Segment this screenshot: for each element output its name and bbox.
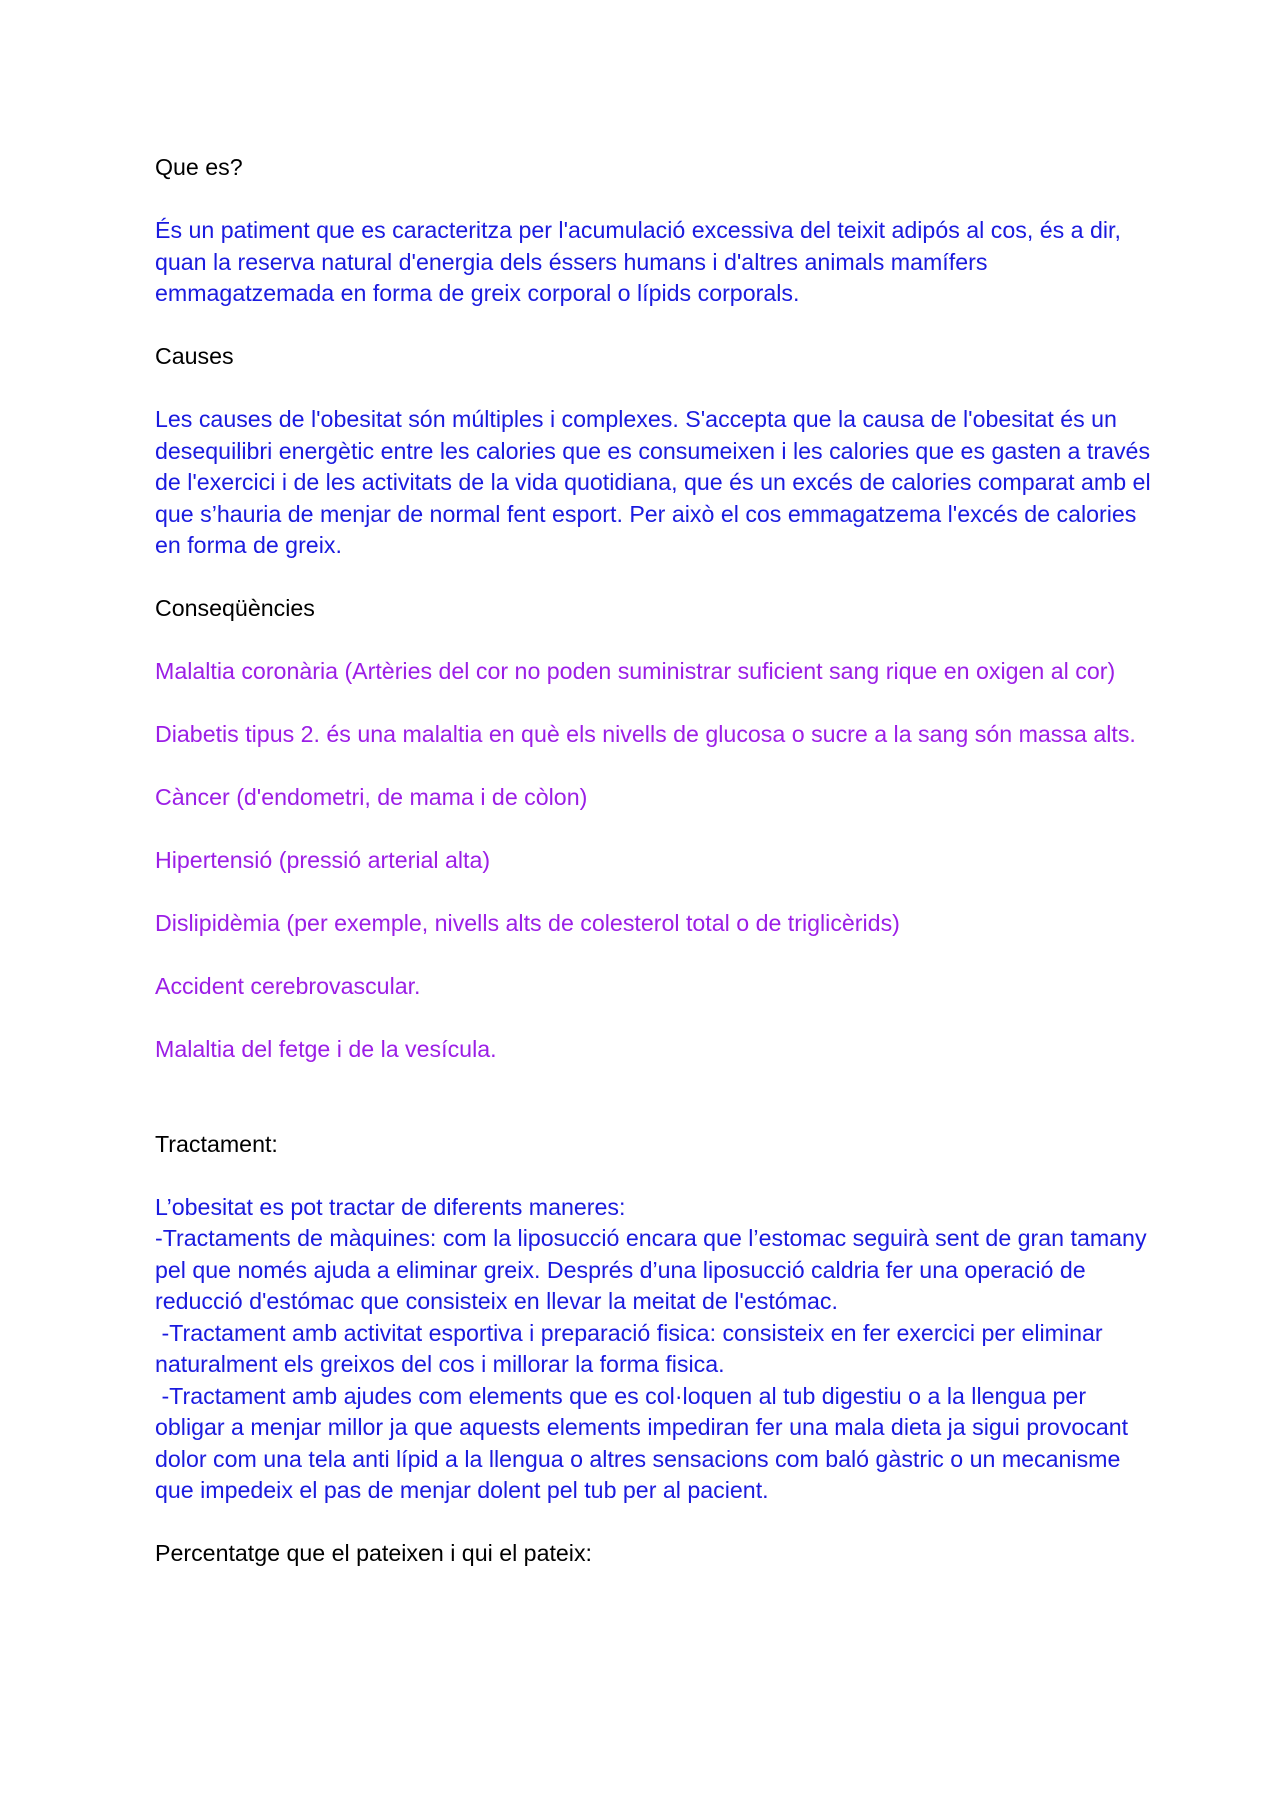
- tractament-intro: L’obesitat es pot tractar de diferents maneres:: [155, 1193, 626, 1220]
- tractament-item-maquines: -Tractaments de màquines: com la liposucció encara que l’estomac seguirà sent de gran tamany pel que només ajuda a eliminar greix. Després d’una liposucció caldria fer una operació de reducció d'estómac que consisteix en llevar la meitat de l'estómac.: [155, 1225, 1154, 1314]
- consequence-item: Malaltia del fetge i de la vesícula.: [155, 1036, 497, 1062]
- consequence-item: Càncer (d'endometri, de mama i de còlon): [155, 784, 588, 810]
- consequence-item: Malaltia coronària (Artèries del cor no poden suministrar suficient sang rique en oxigen al cor): [155, 658, 1116, 684]
- document-body: [155, 152, 1158, 1570]
- paragraph-causes: Les causes de l'obesitat són múltiples i complexes. S'accepta que la causa de l'obesitat és un desequilibri energètic entre les calories que es consumeixen i les calories que es gasten a través de l'exercici i de les activitats de la vida quotidiana, que és un excés de calories comparat amb el que s’hauria de menjar de normal fent esport. Per això el cos emmagatzema l'excés de calories en forma de greix.: [155, 406, 1158, 558]
- paragraph-que-es: És un patiment que es caracteritza per l'acumulació excessiva del teixit adipós al cos, és a dir, quan la reserva natural d'energia dels éssers humans i d'altres animals mamífers emmagatzemada en forma de greix corporal o lípids corporals.: [155, 217, 1128, 306]
- consequence-item: Hipertensió (pressió arterial alta): [155, 847, 491, 873]
- heading-consequencies: Conseqüències: [155, 595, 315, 621]
- heading-que-es: Que es?: [155, 154, 243, 180]
- tractament-item-esportiva: -Tractament amb activitat esportiva i preparació fisica: consisteix en fer exercici per eliminar naturalment els greixos del cos i millorar la forma fisica.: [155, 1319, 1110, 1377]
- consequence-item: Dislipidèmia (per exemple, nivells alts de colesterol total o de triglicèrids): [155, 910, 900, 936]
- consequence-item: Diabetis tipus 2. és una malaltia en què els nivells de glucosa o sucre a la sang són massa alts.: [155, 721, 1136, 747]
- tractament-item-ajudes: -Tractament amb ajudes com elements que es col·loquen al tub digestiu o a la llengua per obligar a menjar millor ja que aquests elements impediran fer una mala dieta ja sigui provocant dolor com una tela anti lípid a la llengua o altres sensacions com baló gàstric o un mecanisme que impedeix el pas de menjar dolent pel tub per al pacient.: [155, 1382, 1135, 1503]
- heading-percentatge: Percentatge que el pateixen i qui el pateix:: [155, 1540, 592, 1566]
- heading-tractament: Tractament:: [155, 1130, 278, 1157]
- consequence-item: Accident cerebrovascular.: [155, 973, 421, 999]
- heading-causes: Causes: [155, 343, 234, 369]
